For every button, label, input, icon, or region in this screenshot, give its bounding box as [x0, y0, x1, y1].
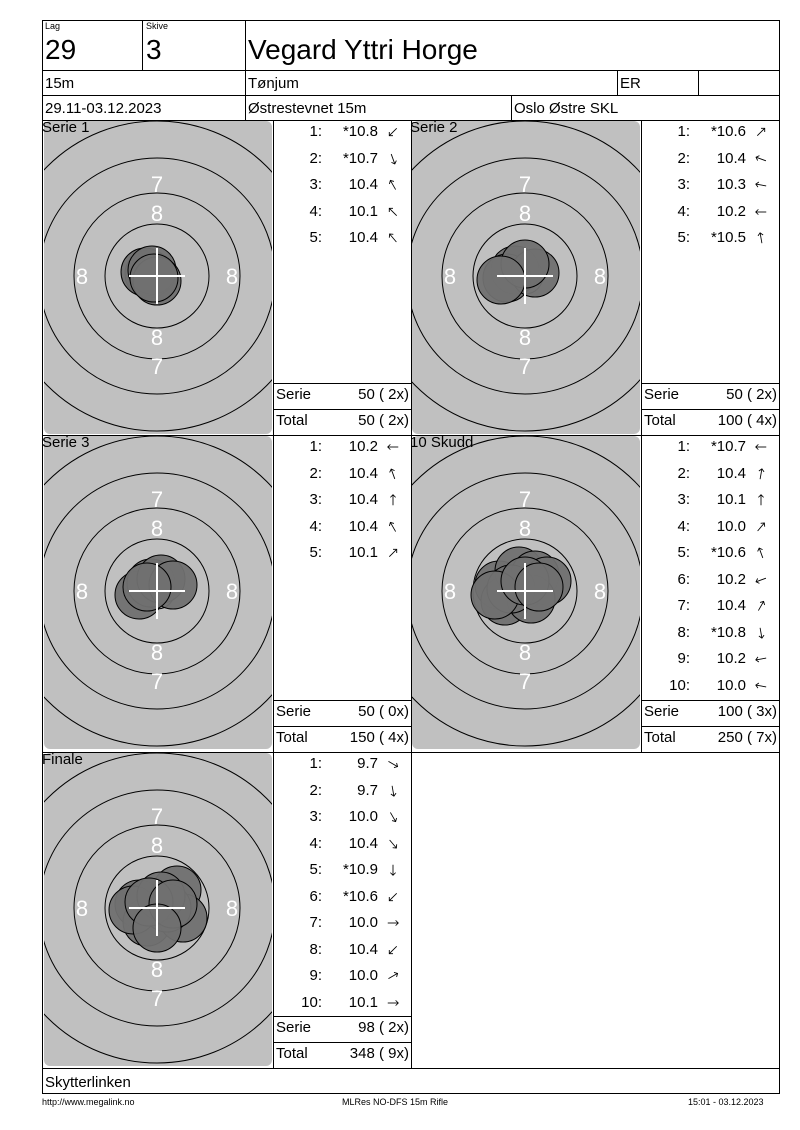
ring-label: 8 — [75, 896, 89, 921]
shot-number: 3: — [677, 491, 690, 508]
shot-number: 3: — [309, 176, 322, 193]
shot-value: 10.0 — [348, 967, 378, 984]
ring-label: 8 — [150, 640, 164, 665]
shot-number: 7: — [309, 914, 322, 931]
ring-label: 8 — [518, 516, 532, 541]
shot-value: *10.9 — [342, 861, 378, 878]
shot-number: 3: — [309, 808, 322, 825]
shot-number: 2: — [677, 149, 690, 167]
shot-number: 5: — [677, 544, 690, 561]
ring-label: 8 — [225, 896, 239, 921]
ring-label: 8 — [593, 264, 607, 289]
shot-value: 10.0 — [716, 517, 746, 535]
shot-value: *10.7 — [710, 438, 746, 455]
shot-value: 10.4 — [348, 464, 378, 482]
shot-value: 10.1 — [716, 491, 746, 508]
shot-number: 6: — [677, 570, 690, 588]
shot-value: 10.4 — [716, 597, 746, 614]
shot-number: 2: — [677, 464, 690, 482]
shot-direction-icon — [754, 178, 768, 192]
shot-direction-icon — [754, 520, 768, 534]
serie-value: 50 ( 2x) — [358, 386, 409, 403]
serie-value: 98 ( 2x) — [358, 1019, 409, 1036]
ring-label: 7 — [518, 172, 532, 197]
shot-number: 1: — [677, 438, 690, 455]
ring-label: 7 — [150, 487, 164, 512]
dates: 29.11-03.12.2023 — [45, 100, 162, 117]
panel-title: Serie 1 — [42, 119, 90, 136]
total-value: 100 ( 4x) — [717, 412, 777, 429]
shot-value: *10.5 — [710, 229, 746, 246]
shot-value: 10.4 — [716, 464, 746, 482]
shot-direction-icon — [386, 969, 400, 983]
organizer: Oslo Østre SKL — [514, 100, 619, 117]
shot-value: 10.4 — [348, 834, 378, 852]
shot-direction-icon — [386, 810, 400, 824]
shot-number: 1: — [677, 123, 690, 140]
shot-number: 10: — [301, 993, 322, 1011]
panel-title: Finale — [42, 751, 83, 768]
total-value: 150 ( 4x) — [349, 729, 409, 746]
panel-title: 10 Skudd — [410, 434, 474, 451]
shot-direction-icon — [386, 520, 400, 534]
footer-timestamp: 15:01 - 03.12.2023 — [688, 1097, 764, 1107]
footer-brand: Skytterlinken — [45, 1074, 131, 1091]
shot-direction-icon — [754, 125, 768, 139]
shot-value: 10.1 — [348, 993, 378, 1011]
shot-value: 10.0 — [716, 676, 746, 694]
panel-title: Serie 2 — [410, 119, 458, 136]
lag-label: Lag — [45, 21, 61, 31]
shot-number: 5: — [677, 229, 690, 246]
shot-direction-icon — [386, 205, 400, 219]
shot-direction-icon — [386, 916, 400, 930]
shot-direction-icon — [386, 837, 400, 851]
shot-number: 2: — [309, 149, 322, 167]
shot-number: 4: — [309, 517, 322, 535]
ring-label: 8 — [150, 325, 164, 350]
shot-number: 4: — [309, 834, 322, 852]
shot-number: 4: — [309, 202, 322, 220]
shot-number: 5: — [309, 861, 322, 878]
skive-value: 3 — [146, 34, 162, 65]
shot-value: *10.8 — [342, 123, 378, 140]
target-3 — [44, 436, 272, 749]
shot-value: *10.6 — [710, 544, 746, 561]
shot-value: *10.6 — [342, 887, 378, 905]
serie-value: 100 ( 3x) — [717, 703, 777, 720]
shot-value: *10.8 — [710, 623, 746, 641]
shot-value: 9.7 — [357, 781, 378, 799]
shot-direction-icon — [386, 152, 400, 166]
shot-direction-icon — [386, 178, 400, 192]
total-label: Total — [644, 412, 676, 429]
shot-number: 9: — [677, 650, 690, 667]
shot-direction-icon — [386, 440, 400, 454]
shot-value: 10.3 — [716, 176, 746, 193]
ring-label: 7 — [150, 986, 164, 1011]
shot-number: 2: — [309, 781, 322, 799]
shot-value: *10.7 — [342, 149, 378, 167]
shot-number: 6: — [309, 887, 322, 905]
shot-number: 9: — [309, 967, 322, 984]
shot-direction-icon — [386, 890, 400, 904]
serie-value: 50 ( 2x) — [726, 386, 777, 403]
ring-label: 8 — [75, 264, 89, 289]
target-5 — [44, 753, 272, 1066]
footer-url[interactable]: http://www.megalink.no — [42, 1097, 135, 1107]
shot-number: 8: — [309, 940, 322, 958]
shot-value: *10.6 — [710, 123, 746, 140]
shot-value: 10.0 — [348, 808, 378, 825]
target-4 — [412, 436, 640, 749]
shot-direction-icon — [386, 493, 400, 507]
shot-value: 10.1 — [348, 544, 378, 561]
shot-direction-icon — [754, 152, 768, 166]
shot-direction-icon — [754, 440, 768, 454]
shooter-name: Vegard Yttri Horge — [248, 34, 478, 65]
shot-direction-icon — [754, 467, 768, 481]
shot-number: 8: — [677, 623, 690, 641]
total-value: 348 ( 9x) — [349, 1045, 409, 1062]
shot-number: 1: — [309, 123, 322, 140]
shot-number: 3: — [309, 491, 322, 508]
shot-number: 4: — [677, 517, 690, 535]
serie-label: Serie — [644, 386, 680, 403]
shot-direction-icon — [386, 467, 400, 481]
shot-direction-icon — [754, 626, 768, 640]
shot-direction-icon — [386, 546, 400, 560]
shot-direction-icon — [754, 573, 768, 587]
shot-value: 10.0 — [348, 914, 378, 931]
ring-label: 8 — [225, 264, 239, 289]
ring-label: 8 — [518, 640, 532, 665]
shot-value: 10.2 — [716, 650, 746, 667]
lag-value: 29 — [45, 34, 77, 65]
shot-number: 4: — [677, 202, 690, 220]
total-value: 250 ( 7x) — [717, 729, 777, 746]
ring-label: 8 — [518, 325, 532, 350]
shot-hole — [130, 254, 178, 302]
shot-direction-icon — [754, 599, 768, 613]
shot-hole — [123, 563, 171, 611]
total-label: Total — [276, 729, 308, 746]
ring-label: 8 — [443, 579, 457, 604]
ring-label: 7 — [518, 354, 532, 379]
ring-label: 8 — [518, 201, 532, 226]
serie-label: Serie — [644, 703, 680, 720]
shot-value: 10.4 — [716, 149, 746, 167]
shot-number: 2: — [309, 464, 322, 482]
shot-direction-icon — [754, 205, 768, 219]
shot-number: 7: — [677, 597, 690, 614]
ring-label: 7 — [150, 172, 164, 197]
ring-label: 7 — [518, 487, 532, 512]
total-label: Total — [276, 1045, 308, 1062]
ring-label: 7 — [518, 669, 532, 694]
shot-direction-icon — [754, 493, 768, 507]
shot-value: 10.4 — [348, 940, 378, 958]
ring-label: 8 — [225, 579, 239, 604]
shot-number: 5: — [309, 544, 322, 561]
shot-hole — [477, 256, 525, 304]
total-value: 50 ( 2x) — [358, 412, 409, 429]
ring-label: 8 — [150, 516, 164, 541]
shot-direction-icon — [386, 784, 400, 798]
ring-label: 8 — [150, 201, 164, 226]
total-label: Total — [644, 729, 676, 746]
ring-label: 7 — [150, 354, 164, 379]
shot-direction-icon — [386, 943, 400, 957]
shot-value: 10.2 — [716, 202, 746, 220]
ring-label: 8 — [443, 264, 457, 289]
shot-value: 9.7 — [357, 755, 378, 772]
shot-value: 10.1 — [348, 202, 378, 220]
distance: 15m — [45, 75, 75, 92]
shot-value: 10.4 — [348, 517, 378, 535]
class: ER — [620, 75, 641, 92]
shot-number: 1: — [309, 755, 322, 772]
shot-value: 10.4 — [348, 229, 378, 246]
ring-label: 8 — [593, 579, 607, 604]
shot-number: 10: — [669, 676, 690, 694]
footer-program: MLRes NO-DFS 15m Rifle — [342, 1097, 449, 1107]
shot-direction-icon — [754, 679, 768, 693]
shot-direction-icon — [386, 863, 400, 877]
shot-direction-icon — [754, 652, 768, 666]
shot-direction-icon — [386, 996, 400, 1010]
club: Tønjum — [248, 75, 299, 92]
total-label: Total — [276, 412, 308, 429]
target-2 — [412, 121, 640, 434]
ring-label: 8 — [150, 957, 164, 982]
shot-direction-icon — [386, 231, 400, 245]
serie-label: Serie — [276, 386, 312, 403]
shot-direction-icon — [386, 125, 400, 139]
shot-value: 10.2 — [716, 570, 746, 588]
shot-value: 10.2 — [348, 438, 378, 455]
panel-title: Serie 3 — [42, 434, 90, 451]
shot-value: 10.4 — [348, 491, 378, 508]
shot-number: 3: — [677, 176, 690, 193]
event: Østrestevnet 15m — [248, 100, 367, 117]
ring-label: 8 — [75, 579, 89, 604]
serie-label: Serie — [276, 703, 312, 720]
serie-label: Serie — [276, 1019, 312, 1036]
shot-value: 10.4 — [348, 176, 378, 193]
shot-direction-icon — [754, 231, 768, 245]
ring-label: 7 — [150, 669, 164, 694]
shot-number: 5: — [309, 229, 322, 246]
shot-direction-icon — [754, 546, 768, 560]
ring-label: 8 — [150, 833, 164, 858]
ring-label: 7 — [150, 804, 164, 829]
skive-label: Skive — [146, 21, 169, 31]
shot-number: 1: — [309, 438, 322, 455]
shot-direction-icon — [386, 757, 400, 771]
target-1 — [44, 121, 272, 434]
serie-value: 50 ( 0x) — [358, 703, 409, 720]
shot-hole — [515, 563, 563, 611]
